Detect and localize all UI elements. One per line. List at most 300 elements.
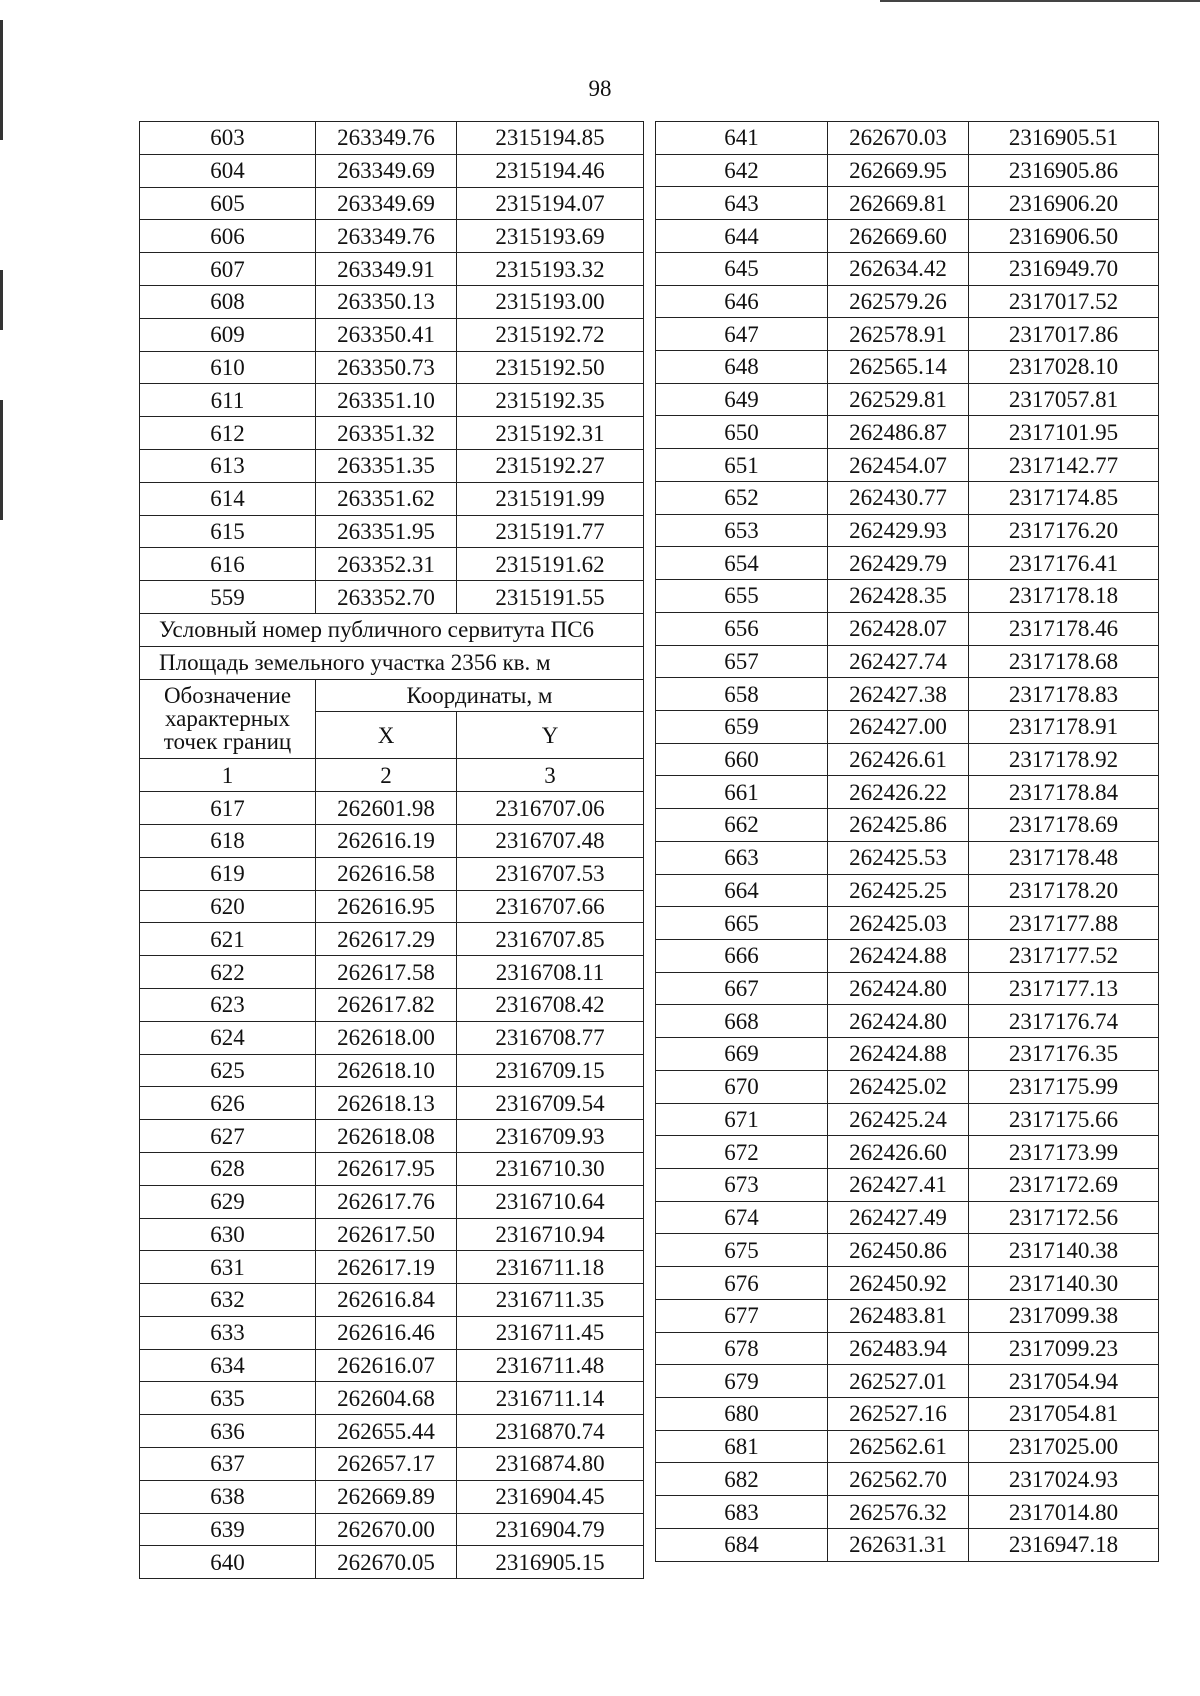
point-number-cell: 640 <box>140 1546 316 1579</box>
y-coordinate-cell: 2316710.64 <box>457 1185 644 1218</box>
table-row <box>656 1463 1159 1496</box>
y-coordinate-cell: 2315192.31 <box>457 417 644 450</box>
x-coordinate-cell: 263349.91 <box>316 253 457 286</box>
coordinates-table-right <box>655 121 1159 1562</box>
x-coordinate-cell: 262669.60 <box>828 220 969 253</box>
table-row <box>656 187 1159 220</box>
x-coordinate-cell: 262486.87 <box>828 416 969 449</box>
point-number-cell: 606 <box>140 220 316 253</box>
point-number-cell: 632 <box>140 1284 316 1317</box>
x-coordinate-cell: 262427.41 <box>828 1169 969 1202</box>
table-row <box>656 1038 1159 1071</box>
coordinates-table-left <box>139 121 644 1579</box>
x-coordinate-cell: 263352.31 <box>316 548 457 581</box>
point-number-cell: 626 <box>140 1087 316 1120</box>
y-coordinate-cell: 2316707.48 <box>457 824 644 857</box>
y-coordinate-cell: 2316947.18 <box>969 1528 1159 1561</box>
y-coordinate-cell: 2315191.55 <box>457 581 644 614</box>
table-row <box>140 1349 644 1382</box>
x-coordinate-cell: 262454.07 <box>828 449 969 482</box>
x-coordinate-cell: 262618.00 <box>316 1021 457 1054</box>
y-coordinate-cell: 2317178.69 <box>969 809 1159 842</box>
table-row <box>656 612 1159 645</box>
table-row <box>656 1332 1159 1365</box>
table-row <box>656 678 1159 711</box>
x-coordinate-cell: 263350.73 <box>316 351 457 384</box>
table-row <box>140 792 644 825</box>
table-row <box>140 449 644 482</box>
x-coordinate-cell: 262618.10 <box>316 1054 457 1087</box>
x-coordinate-cell: 262427.74 <box>828 645 969 678</box>
y-coordinate-cell: 2317178.92 <box>969 743 1159 776</box>
x-coordinate-cell: 262527.16 <box>828 1398 969 1431</box>
y-coordinate-cell: 2317178.46 <box>969 612 1159 645</box>
point-number-cell: 649 <box>656 383 828 416</box>
table-row <box>140 220 644 253</box>
table-row <box>140 548 644 581</box>
coordinates-header: Координаты, м <box>316 679 644 712</box>
point-number-cell: 611 <box>140 384 316 417</box>
table-row <box>140 1251 644 1284</box>
y-coordinate-cell: 2316904.79 <box>457 1513 644 1546</box>
table-row <box>140 824 644 857</box>
y-coordinate-cell: 2316707.53 <box>457 857 644 890</box>
table-row <box>140 318 644 351</box>
x-coordinate-cell: 262669.95 <box>828 154 969 187</box>
table-row <box>656 1234 1159 1267</box>
x-coordinate-cell: 262657.17 <box>316 1448 457 1481</box>
y-coordinate-cell: 2317176.74 <box>969 1005 1159 1038</box>
x-coordinate-cell: 262429.93 <box>828 514 969 547</box>
point-number-cell: 627 <box>140 1120 316 1153</box>
x-coordinate-cell: 263349.76 <box>316 220 457 253</box>
point-number-cell: 674 <box>656 1201 828 1234</box>
column-number-3: 3 <box>457 759 644 792</box>
y-coordinate-cell: 2316711.45 <box>457 1316 644 1349</box>
point-number-cell: 623 <box>140 988 316 1021</box>
x-coordinate-cell: 262617.50 <box>316 1218 457 1251</box>
point-number-cell: 665 <box>656 907 828 940</box>
x-coordinate-cell: 262424.88 <box>828 1038 969 1071</box>
x-coordinate-cell: 262450.86 <box>828 1234 969 1267</box>
point-number-cell: 642 <box>656 154 828 187</box>
x-coordinate-cell: 262604.68 <box>316 1382 457 1415</box>
x-coordinate-cell: 262430.77 <box>828 481 969 514</box>
point-number-cell: 666 <box>656 939 828 972</box>
table-row <box>656 449 1159 482</box>
x-coordinate-cell: 262425.24 <box>828 1103 969 1136</box>
x-coordinate-cell: 263349.69 <box>316 187 457 220</box>
y-coordinate-cell: 2316904.45 <box>457 1480 644 1513</box>
point-number-cell: 637 <box>140 1448 316 1481</box>
table-row <box>656 416 1159 449</box>
y-coordinate-cell: 2315192.27 <box>457 449 644 482</box>
y-coordinate-cell: 2316710.30 <box>457 1152 644 1185</box>
x-header: X <box>316 712 457 759</box>
x-coordinate-cell: 262670.03 <box>828 122 969 155</box>
table-row <box>656 1070 1159 1103</box>
left-table-header <box>140 613 644 791</box>
y-coordinate-cell: 2315193.00 <box>457 285 644 318</box>
y-coordinate-cell: 2316707.66 <box>457 890 644 923</box>
x-coordinate-cell: 262527.01 <box>828 1365 969 1398</box>
y-coordinate-cell: 2317175.99 <box>969 1070 1159 1103</box>
y-coordinate-cell: 2316874.80 <box>457 1448 644 1481</box>
table-row <box>656 1136 1159 1169</box>
x-coordinate-cell: 262617.19 <box>316 1251 457 1284</box>
point-number-cell: 647 <box>656 318 828 351</box>
y-coordinate-cell: 2315194.85 <box>457 122 644 155</box>
x-coordinate-cell: 262576.32 <box>828 1496 969 1529</box>
x-coordinate-cell: 262616.95 <box>316 890 457 923</box>
column-number-2: 2 <box>316 759 457 792</box>
table-row <box>656 580 1159 613</box>
y-coordinate-cell: 2317017.52 <box>969 285 1159 318</box>
x-coordinate-cell: 263351.35 <box>316 449 457 482</box>
table-row <box>656 743 1159 776</box>
point-number-cell: 610 <box>140 351 316 384</box>
y-coordinate-cell: 2316710.94 <box>457 1218 644 1251</box>
x-coordinate-cell: 262425.03 <box>828 907 969 940</box>
table-row <box>656 383 1159 416</box>
point-number-cell: 638 <box>140 1480 316 1513</box>
point-number-cell: 662 <box>656 809 828 842</box>
x-coordinate-cell: 262424.88 <box>828 939 969 972</box>
point-number-cell: 630 <box>140 1218 316 1251</box>
point-number-cell: 684 <box>656 1528 828 1561</box>
x-coordinate-cell: 262618.08 <box>316 1120 457 1153</box>
y-coordinate-cell: 2317099.23 <box>969 1332 1159 1365</box>
x-coordinate-cell: 262426.61 <box>828 743 969 776</box>
table-row <box>140 285 644 318</box>
y-coordinate-cell: 2316709.15 <box>457 1054 644 1087</box>
x-coordinate-cell: 262428.35 <box>828 580 969 613</box>
table-row <box>656 710 1159 743</box>
x-coordinate-cell: 263351.62 <box>316 482 457 515</box>
point-number-cell: 624 <box>140 1021 316 1054</box>
table-row <box>656 645 1159 678</box>
point-designation-header: Обозначение характерных точек границ <box>140 679 316 759</box>
y-coordinate-cell: 2315191.62 <box>457 548 644 581</box>
y-coordinate-cell: 2317178.48 <box>969 841 1159 874</box>
point-number-cell: 659 <box>656 710 828 743</box>
point-number-cell: 669 <box>656 1038 828 1071</box>
y-coordinate-cell: 2317028.10 <box>969 351 1159 384</box>
point-number-cell: 646 <box>656 285 828 318</box>
x-coordinate-cell: 262424.80 <box>828 1005 969 1038</box>
point-number-cell: 648 <box>656 351 828 384</box>
page-number: 98 <box>588 76 612 101</box>
y-coordinate-cell: 2317175.66 <box>969 1103 1159 1136</box>
y-coordinate-cell: 2317178.20 <box>969 874 1159 907</box>
point-number-cell: 675 <box>656 1234 828 1267</box>
y-coordinate-cell: 2317017.86 <box>969 318 1159 351</box>
x-coordinate-cell: 262601.98 <box>316 792 457 825</box>
x-coordinate-cell: 262670.00 <box>316 1513 457 1546</box>
y-coordinate-cell: 2317057.81 <box>969 383 1159 416</box>
y-coordinate-cell: 2316708.42 <box>457 988 644 1021</box>
table-row <box>140 1218 644 1251</box>
y-coordinate-cell: 2317101.95 <box>969 416 1159 449</box>
y-coordinate-cell: 2317173.99 <box>969 1136 1159 1169</box>
x-coordinate-cell: 262427.00 <box>828 710 969 743</box>
table-row <box>140 417 644 450</box>
x-coordinate-cell: 263350.13 <box>316 285 457 318</box>
x-coordinate-cell: 262425.25 <box>828 874 969 907</box>
point-number-cell: 621 <box>140 923 316 956</box>
point-number-cell: 643 <box>656 187 828 220</box>
x-coordinate-cell: 262616.07 <box>316 1349 457 1382</box>
point-number-cell: 650 <box>656 416 828 449</box>
x-coordinate-cell: 262450.92 <box>828 1267 969 1300</box>
table-row <box>140 1382 644 1415</box>
y-coordinate-cell: 2317014.80 <box>969 1496 1159 1529</box>
table-row <box>656 1398 1159 1431</box>
table-row <box>656 285 1159 318</box>
x-coordinate-cell: 262578.91 <box>828 318 969 351</box>
point-number-cell: 615 <box>140 515 316 548</box>
point-number-cell: 603 <box>140 122 316 155</box>
point-number-cell: 604 <box>140 154 316 187</box>
x-coordinate-cell: 262618.13 <box>316 1087 457 1120</box>
x-coordinate-cell: 262429.79 <box>828 547 969 580</box>
point-number-cell: 625 <box>140 1054 316 1087</box>
point-number-cell: 654 <box>656 547 828 580</box>
y-coordinate-cell: 2317177.88 <box>969 907 1159 940</box>
x-coordinate-cell: 262670.05 <box>316 1546 457 1579</box>
table-row <box>656 972 1159 1005</box>
y-coordinate-cell: 2317054.94 <box>969 1365 1159 1398</box>
x-coordinate-cell: 262483.81 <box>828 1299 969 1332</box>
y-coordinate-cell: 2316906.50 <box>969 220 1159 253</box>
table-row <box>656 154 1159 187</box>
table-row <box>140 1152 644 1185</box>
table-row <box>140 1546 644 1579</box>
y-coordinate-cell: 2315193.32 <box>457 253 644 286</box>
x-coordinate-cell: 262616.46 <box>316 1316 457 1349</box>
table-row <box>140 1284 644 1317</box>
x-coordinate-cell: 263349.69 <box>316 154 457 187</box>
table-row <box>656 514 1159 547</box>
y-coordinate-cell: 2316905.86 <box>969 154 1159 187</box>
table-row <box>656 939 1159 972</box>
point-number-cell: 619 <box>140 857 316 890</box>
x-coordinate-cell: 263350.41 <box>316 318 457 351</box>
table-row <box>656 776 1159 809</box>
right-table-rows <box>656 122 1159 1562</box>
servitude-title: Условный номер публичного сервитута ПС6 <box>140 613 644 646</box>
point-number-cell: 655 <box>656 580 828 613</box>
y-coordinate-cell: 2315191.77 <box>457 515 644 548</box>
table-row <box>656 122 1159 155</box>
table-row <box>140 384 644 417</box>
y-coordinate-cell: 2316905.51 <box>969 122 1159 155</box>
y-coordinate-cell: 2315192.72 <box>457 318 644 351</box>
point-number-cell: 658 <box>656 678 828 711</box>
y-coordinate-cell: 2317177.52 <box>969 939 1159 972</box>
table-row <box>656 1201 1159 1234</box>
table-row <box>140 581 644 614</box>
y-coordinate-cell: 2317025.00 <box>969 1430 1159 1463</box>
table-row <box>656 252 1159 285</box>
x-coordinate-cell: 262579.26 <box>828 285 969 318</box>
x-coordinate-cell: 262565.14 <box>828 351 969 384</box>
x-coordinate-cell: 263352.70 <box>316 581 457 614</box>
table-row <box>140 1316 644 1349</box>
point-number-cell: 633 <box>140 1316 316 1349</box>
x-coordinate-cell: 262562.61 <box>828 1430 969 1463</box>
y-coordinate-cell: 2316949.70 <box>969 252 1159 285</box>
y-coordinate-cell: 2317054.81 <box>969 1398 1159 1431</box>
table-row <box>140 1185 644 1218</box>
x-coordinate-cell: 262428.07 <box>828 612 969 645</box>
point-number-cell: 639 <box>140 1513 316 1546</box>
y-coordinate-cell: 2316711.48 <box>457 1349 644 1382</box>
y-coordinate-cell: 2316709.93 <box>457 1120 644 1153</box>
table-row <box>140 482 644 515</box>
point-number-cell: 608 <box>140 285 316 318</box>
y-coordinate-cell: 2317178.18 <box>969 580 1159 613</box>
y-coordinate-cell: 2316906.20 <box>969 187 1159 220</box>
x-coordinate-cell: 262426.60 <box>828 1136 969 1169</box>
x-coordinate-cell: 262669.89 <box>316 1480 457 1513</box>
y-coordinate-cell: 2317174.85 <box>969 481 1159 514</box>
table-row <box>656 1430 1159 1463</box>
x-coordinate-cell: 262425.86 <box>828 809 969 842</box>
table-row <box>656 1267 1159 1300</box>
point-number-cell: 617 <box>140 792 316 825</box>
point-number-cell: 612 <box>140 417 316 450</box>
scan-margin-line <box>0 400 3 520</box>
x-coordinate-cell: 262669.81 <box>828 187 969 220</box>
y-coordinate-cell: 2317172.69 <box>969 1169 1159 1202</box>
point-number-cell: 607 <box>140 253 316 286</box>
scan-edge-line <box>880 0 1200 2</box>
y-header: Y <box>457 712 644 759</box>
table-row <box>140 1513 644 1546</box>
y-coordinate-cell: 2317172.56 <box>969 1201 1159 1234</box>
point-number-cell: 681 <box>656 1430 828 1463</box>
y-coordinate-cell: 2317140.30 <box>969 1267 1159 1300</box>
point-number-cell: 672 <box>656 1136 828 1169</box>
table-row <box>140 1415 644 1448</box>
table-row <box>656 1365 1159 1398</box>
point-number-cell: 670 <box>656 1070 828 1103</box>
point-number-cell: 657 <box>656 645 828 678</box>
x-coordinate-cell: 262655.44 <box>316 1415 457 1448</box>
table-row <box>140 515 644 548</box>
column-number-1: 1 <box>140 759 316 792</box>
point-number-cell: 673 <box>656 1169 828 1202</box>
table-row <box>140 923 644 956</box>
y-coordinate-cell: 2317099.38 <box>969 1299 1159 1332</box>
x-coordinate-cell: 262426.22 <box>828 776 969 809</box>
y-coordinate-cell: 2317178.68 <box>969 645 1159 678</box>
point-number-cell: 629 <box>140 1185 316 1218</box>
table-row <box>656 481 1159 514</box>
point-number-cell: 614 <box>140 482 316 515</box>
table-row <box>140 890 644 923</box>
y-coordinate-cell: 2317178.84 <box>969 776 1159 809</box>
y-coordinate-cell: 2315191.99 <box>457 482 644 515</box>
point-number-cell: 559 <box>140 581 316 614</box>
x-coordinate-cell: 262617.95 <box>316 1152 457 1185</box>
x-coordinate-cell: 262427.49 <box>828 1201 969 1234</box>
table-row <box>140 122 644 155</box>
x-coordinate-cell: 262617.58 <box>316 956 457 989</box>
y-coordinate-cell: 2316708.11 <box>457 956 644 989</box>
point-number-cell: 641 <box>656 122 828 155</box>
y-coordinate-cell: 2316711.35 <box>457 1284 644 1317</box>
x-coordinate-cell: 262616.58 <box>316 857 457 890</box>
table-row <box>656 1005 1159 1038</box>
point-number-cell: 644 <box>656 220 828 253</box>
point-number-cell: 664 <box>656 874 828 907</box>
point-number-cell: 661 <box>656 776 828 809</box>
point-number-cell: 678 <box>656 1332 828 1365</box>
point-number-cell: 676 <box>656 1267 828 1300</box>
table-row <box>656 907 1159 940</box>
y-coordinate-cell: 2317178.91 <box>969 710 1159 743</box>
table-row <box>656 1299 1159 1332</box>
point-number-cell: 671 <box>656 1103 828 1136</box>
table-row <box>140 988 644 1021</box>
x-coordinate-cell: 262425.53 <box>828 841 969 874</box>
y-coordinate-cell: 2316708.77 <box>457 1021 644 1054</box>
table-row <box>140 857 644 890</box>
point-number-cell: 679 <box>656 1365 828 1398</box>
y-coordinate-cell: 2315194.46 <box>457 154 644 187</box>
x-coordinate-cell: 263351.32 <box>316 417 457 450</box>
point-number-cell: 620 <box>140 890 316 923</box>
x-coordinate-cell: 262617.82 <box>316 988 457 1021</box>
table-row <box>656 318 1159 351</box>
point-number-cell: 677 <box>656 1299 828 1332</box>
y-coordinate-cell: 2316711.18 <box>457 1251 644 1284</box>
table-row <box>140 154 644 187</box>
x-coordinate-cell: 262427.38 <box>828 678 969 711</box>
point-number-cell: 616 <box>140 548 316 581</box>
left-table-rows-top <box>140 122 644 614</box>
point-number-cell: 618 <box>140 824 316 857</box>
y-coordinate-cell: 2317140.38 <box>969 1234 1159 1267</box>
point-number-cell: 609 <box>140 318 316 351</box>
x-coordinate-cell: 262616.19 <box>316 824 457 857</box>
scan-margin-line <box>0 270 3 330</box>
point-number-cell: 660 <box>656 743 828 776</box>
x-coordinate-cell: 262425.02 <box>828 1070 969 1103</box>
y-coordinate-cell: 2316711.14 <box>457 1382 644 1415</box>
y-coordinate-cell: 2317142.77 <box>969 449 1159 482</box>
table-row <box>656 809 1159 842</box>
point-number-cell: 636 <box>140 1415 316 1448</box>
point-number-cell: 682 <box>656 1463 828 1496</box>
area-title: Площадь земельного участка 2356 кв. м <box>140 646 644 679</box>
left-table-rows-bottom <box>140 792 644 1579</box>
y-coordinate-cell: 2315194.07 <box>457 187 644 220</box>
point-number-cell: 653 <box>656 514 828 547</box>
point-number-cell: 668 <box>656 1005 828 1038</box>
y-coordinate-cell: 2315193.69 <box>457 220 644 253</box>
table-row <box>140 1021 644 1054</box>
x-coordinate-cell: 262529.81 <box>828 383 969 416</box>
y-coordinate-cell: 2317178.83 <box>969 678 1159 711</box>
point-number-cell: 663 <box>656 841 828 874</box>
table-row <box>140 1120 644 1153</box>
table-row <box>140 253 644 286</box>
table-row <box>140 956 644 989</box>
point-number-cell: 645 <box>656 252 828 285</box>
